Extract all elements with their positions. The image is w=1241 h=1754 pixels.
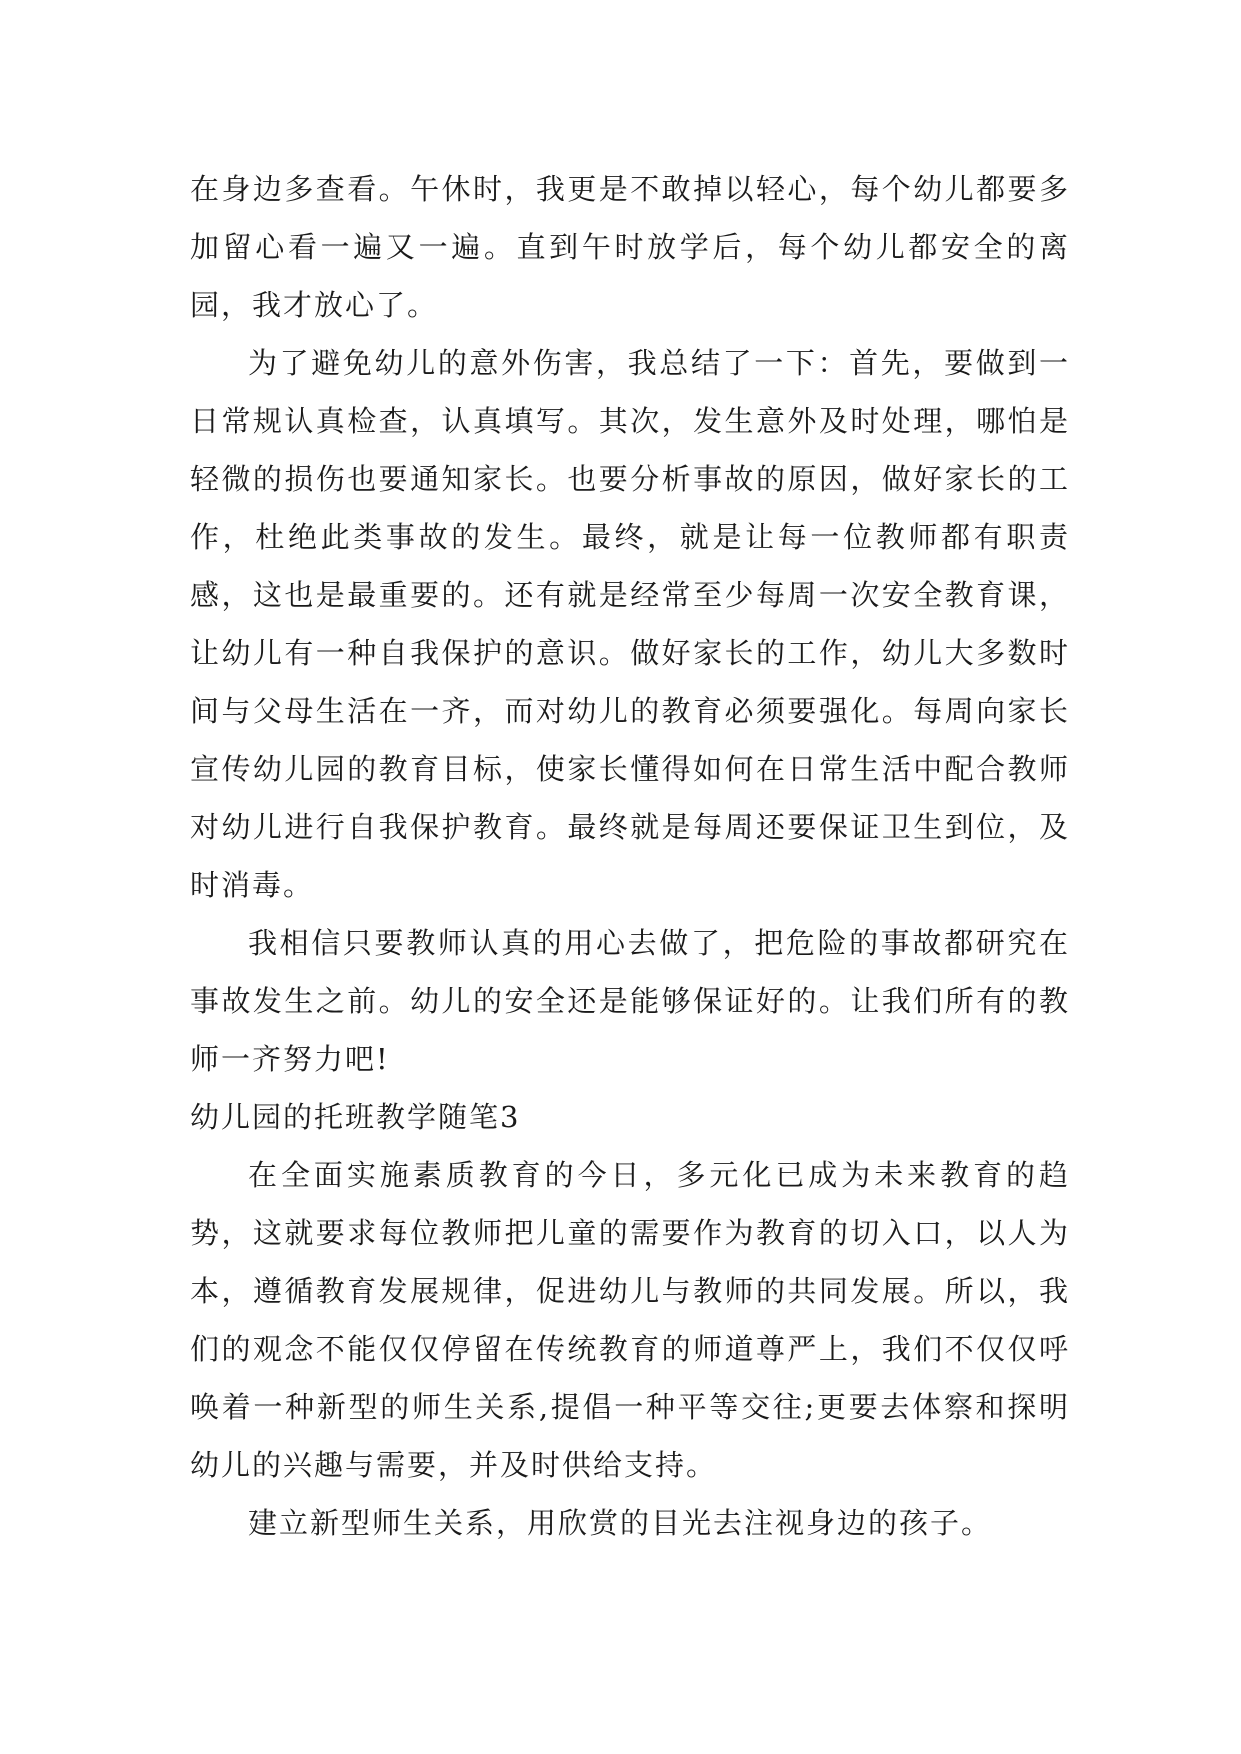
paragraph-5: 建立新型师生关系，用欣赏的目光去注视身边的孩子。 — [248, 1506, 993, 1540]
paragraph-4: 在全面实施素质教育的今日，多元化已成为未来教育的趋势，这就要求每位教师把儿童的需要作为教育的切入口，以人为本，遵循教育发展规律，促进幼儿与教师的共同发展。所以，我们的观念不能仅仅停留在传统教育的师道尊严上，我们不仅仅呼唤着一种新型的师生关系,提倡一种平等交往;更要去体察和探明幼儿的兴趣与需要，并及时供给支持。 — [190, 1158, 1070, 1482]
document-body — [190, 160, 1070, 1552]
paragraph-3: 我相信只要教师认真的用心去做了，把危险的事故都研究在事故发生之前。幼儿的安全还是能够保证好的。让我们所有的教师一齐努力吧! — [190, 926, 1070, 1076]
paragraph-1: 在身边多查看。午休时，我更是不敢掉以轻心，每个幼儿都要多加留心看一遍又一遍。直到午时放学后，每个幼儿都安全的离园，我才放心了。 — [190, 172, 1070, 322]
paragraph-2: 为了避免幼儿的意外伤害，我总结了一下：首先，要做到一日常规认真检查，认真填写。其次，发生意外及时处理，哪怕是轻微的损伤也要通知家长。也要分析事故的原因，做好家长的工作，杜绝此类事故的发生。最终，就是让每一位教师都有职责感，这也是最重要的。还有就是经常至少每周一次安全教育课，让幼儿有一种自我保护的意识。做好家长的工作，幼儿大多数时间与父母生活在一齐，而对幼儿的教育必须要强化。每周向家长宣传幼儿园的教育目标，使家长懂得如何在日常生活中配合教师对幼儿进行自我保护教育。最终就是每周还要保证卫生到位，及时消毒。 — [190, 346, 1070, 902]
section-heading: 幼儿园的托班教学随笔3 — [190, 1100, 521, 1134]
